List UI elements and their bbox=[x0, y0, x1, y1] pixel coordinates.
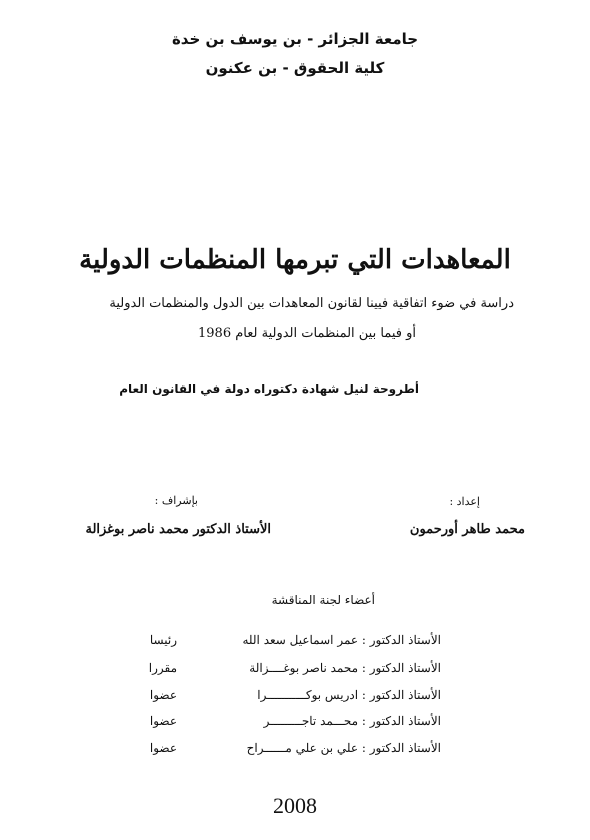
committee-member-name: الأستاذ الدكتور : علي بن علي مــــــراح bbox=[246, 741, 441, 755]
faculty-name: كلية الحقوق - بن عكنون bbox=[205, 59, 385, 77]
committee-member-role: مقررا bbox=[148, 661, 177, 675]
committee-member-row bbox=[0, 661, 590, 683]
committee-member-row bbox=[0, 741, 590, 763]
committee-member-row bbox=[0, 688, 590, 710]
committee-member-role: عضوا bbox=[149, 688, 177, 702]
committee-member-name: الأستاذ الدكتور : ادريس بوكـــــــــــرا bbox=[257, 688, 441, 702]
committee-member-role: عضوا bbox=[149, 741, 177, 755]
year: 2008 bbox=[273, 793, 317, 818]
committee-member-row bbox=[0, 633, 590, 655]
university-name: جامعة الجزائر - بن يوسف بن خدة bbox=[171, 30, 419, 48]
degree-note: أطروحة لنيل شهادة دكتوراه دولة في القانون العام bbox=[119, 382, 419, 396]
committee-title: أعضاء لجنة المناقشة bbox=[271, 593, 375, 607]
committee-member-row bbox=[0, 714, 590, 736]
author-name: محمد طاهر أورحمون bbox=[409, 522, 525, 537]
thesis-subtitle-line-2: أو فيما بين المنظمات الدولية لعام 1986 bbox=[198, 326, 416, 341]
committee-member-role: رئيسا bbox=[149, 633, 177, 647]
committee-member-name: الأستاذ الدكتور : محـــمد تاجـــــــــر bbox=[263, 714, 441, 728]
supervisor-name: الأستاذ الدكتور محمد ناصر بوغزالة bbox=[85, 522, 271, 537]
committee-member-role: عضوا bbox=[149, 714, 177, 728]
thesis-title: المعاهدات التي تبرمها المنظمات الدولية bbox=[79, 245, 511, 275]
prepared-by-label: إعداد : bbox=[449, 495, 480, 508]
committee-member-name: الأستاذ الدكتور : محمد ناصر بوغــــزالة bbox=[249, 661, 441, 675]
thesis-subtitle-line-1: دراسة في ضوء اتفاقية فيينا لقانون المعاهدات بين الدول والمنظمات الدولية bbox=[109, 296, 514, 311]
supervision-label: بإشراف : bbox=[154, 494, 198, 507]
committee-member-name: الأستاذ الدكتور : عمر اسماعيل سعد الله bbox=[242, 633, 441, 647]
